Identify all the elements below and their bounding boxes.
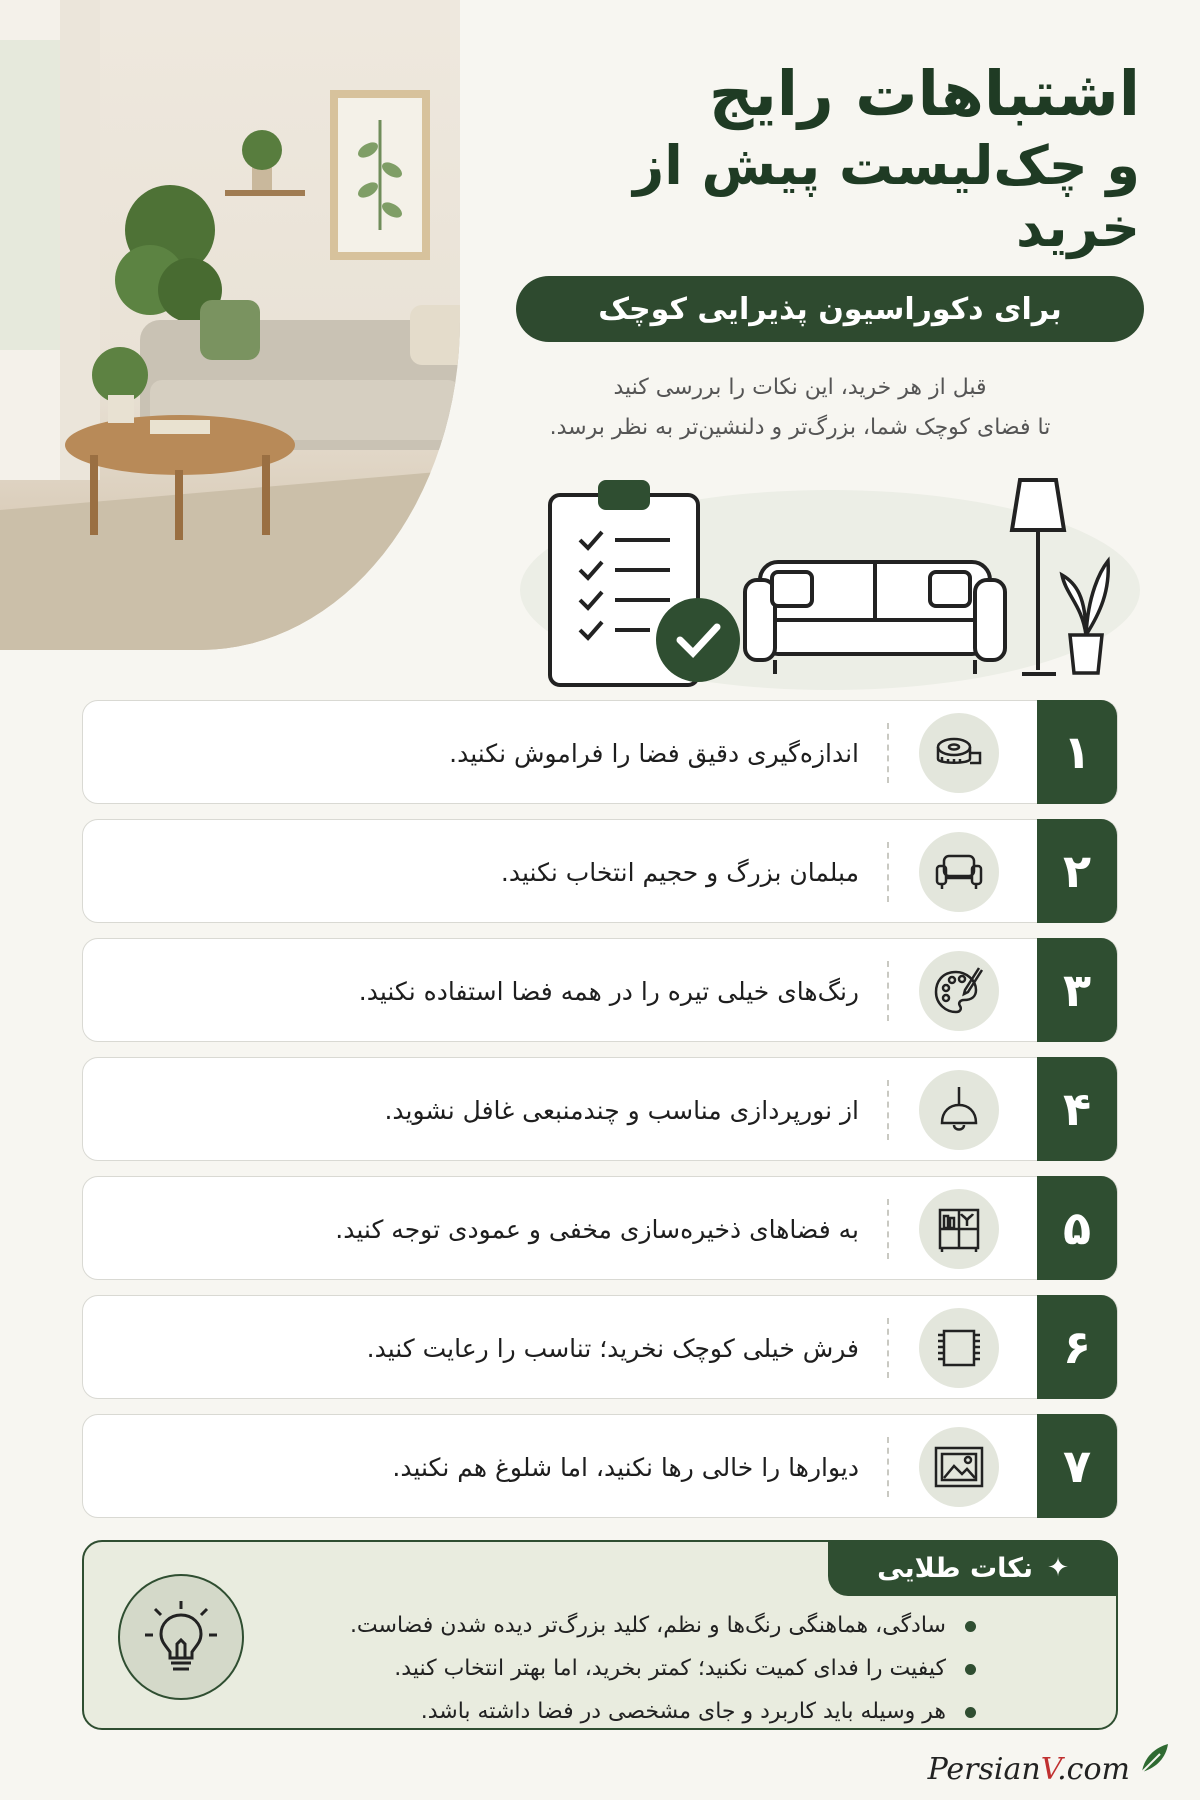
brand-part-2: V <box>1040 1752 1058 1787</box>
separator <box>887 1080 889 1140</box>
title-line-2: و چک‌لیست پیش از خرید <box>633 134 1140 260</box>
sparkle-icon: ✦ <box>1047 1553 1069 1583</box>
item-number: ۵ <box>1037 1176 1117 1280</box>
separator <box>887 723 889 783</box>
item-number: ۳ <box>1037 938 1117 1042</box>
brand-part-3: .com <box>1057 1752 1130 1787</box>
separator <box>887 1318 889 1378</box>
title-line-1: اشتباهات رایج <box>708 57 1140 130</box>
checklist-item-1 <box>82 700 1118 804</box>
checklist-item-5 <box>82 1176 1118 1280</box>
item-number: ۴ <box>1037 1057 1117 1161</box>
intro-line-1: قبل از هر خرید، این نکات را بررسی کنید <box>613 375 987 400</box>
leaf-icon <box>1134 1738 1174 1778</box>
shelf-icon <box>919 1189 999 1269</box>
item-text: اندازه‌گیری دقیق فضا را فراموش نکنید. <box>449 738 859 768</box>
picture-frame-icon <box>919 1427 999 1507</box>
item-text: فرش خیلی کوچک نخرید؛ تناسب را رعایت کنید. <box>366 1333 859 1363</box>
checklist-item-7 <box>82 1414 1118 1518</box>
tips-heading-text: نکات طلایی <box>877 1552 1034 1584</box>
item-text: از نورپردازی مناسب و چندمنبعی غافل نشوید. <box>384 1095 859 1125</box>
intro-line-2: تا فضای کوچک شما، بزرگ‌تر و دلنشین‌تر به نظر برسد. <box>549 414 1051 440</box>
item-number: ۲ <box>1037 819 1117 923</box>
brand-part-1: Persian <box>927 1752 1041 1787</box>
tips-heading <box>828 1540 1118 1596</box>
brand-logo <box>928 1752 1130 1787</box>
checklist-item-3 <box>82 938 1118 1042</box>
item-number: ۷ <box>1037 1414 1117 1518</box>
tip-item: سادگی، هماهنگی رنگ‌ها و نظم، کلید بزرگ‌تر دیده شدن فضاست. <box>220 1604 980 1647</box>
tip-item: کیفیت را فدای کمیت نکنید؛ کمتر بخرید، اما بهتر انتخاب کنید. <box>220 1647 980 1690</box>
checklist-item-6 <box>82 1295 1118 1399</box>
item-text: دیوارها را خالی رها نکنید، اما شلوغ هم نکنید. <box>392 1452 859 1482</box>
tip-item: هر وسیله باید کاربرد و جای مشخصی در فضا داشته باشد. <box>220 1690 980 1733</box>
tips-list <box>220 1604 980 1733</box>
armchair-icon <box>919 832 999 912</box>
living-room-photo <box>0 0 460 650</box>
checklist-sofa-illustration <box>500 470 1140 690</box>
checklist-item-2 <box>82 819 1118 923</box>
separator <box>887 1437 889 1497</box>
item-text: مبلمان بزرگ و حجیم انتخاب نکنید. <box>500 857 859 887</box>
item-text: رنگ‌های خیلی تیره را در همه فضا استفاده نکنید. <box>358 976 859 1006</box>
check-badge-icon <box>656 598 740 682</box>
item-text: به فضاهای ذخیره‌سازی مخفی و عمودی توجه کنید. <box>335 1214 859 1244</box>
intro-text <box>490 368 1110 447</box>
separator <box>887 842 889 902</box>
tape-measure-icon <box>919 713 999 793</box>
pendant-lamp-icon <box>919 1070 999 1150</box>
item-number: ۱ <box>1037 700 1117 804</box>
subtitle-pill: برای دکوراسیون پذیرایی کوچک <box>516 276 1144 342</box>
separator <box>887 961 889 1021</box>
separator <box>887 1199 889 1259</box>
lightbulb-icon <box>118 1574 244 1700</box>
item-number: ۶ <box>1037 1295 1117 1399</box>
palette-icon <box>919 951 999 1031</box>
rug-icon <box>919 1308 999 1388</box>
checklist-item-4 <box>82 1057 1118 1161</box>
page-title <box>500 58 1140 259</box>
golden-tips-box <box>82 1540 1118 1730</box>
